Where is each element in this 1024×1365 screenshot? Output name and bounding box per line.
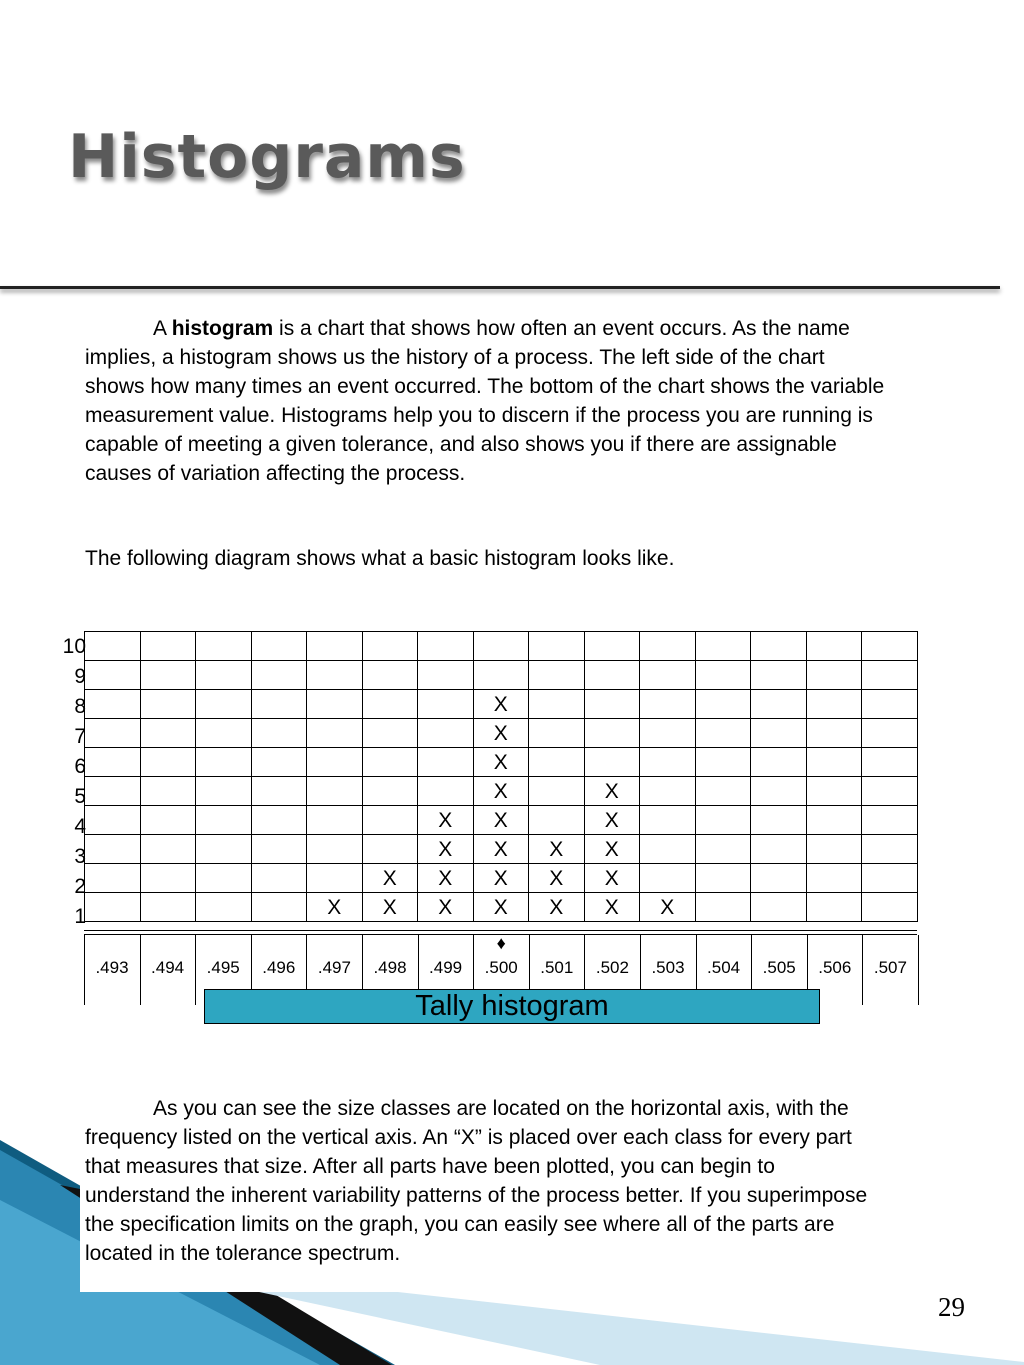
grid-row [85, 632, 918, 661]
grid-cell [140, 690, 196, 719]
grid-cell [806, 748, 862, 777]
grid-cell [307, 864, 363, 893]
x-tick-label: .498 [373, 958, 407, 977]
grid-cell [862, 835, 918, 864]
grid-cell [695, 893, 751, 922]
grid-cell [584, 690, 640, 719]
grid-cell [751, 777, 807, 806]
x-tick-label: .494 [151, 958, 185, 977]
chart-caption: Tally histogram [204, 989, 820, 1024]
tally-mark: X [529, 835, 585, 864]
grid-cell [640, 661, 696, 690]
tally-mark: X [473, 806, 529, 835]
grid-cell [251, 719, 307, 748]
grid-cell [85, 806, 141, 835]
grid-cell [307, 748, 363, 777]
grid-cell [584, 719, 640, 748]
grid-cell [695, 661, 751, 690]
x-tick-label: .504 [707, 958, 741, 977]
closing-text: As you can see the size classes are located on the horizontal axis, with the frequency listed on the vertical axis. An “X” is placed over each class for every part that measures that size. After all parts have been plotted, you can begin to understand the inherent variability patterns of the process better. If you superimpose the specification limits on the graph, you can easily see where all of the parts are located in the tolerance spectrum. [85, 1097, 868, 1265]
grid-cell [418, 690, 474, 719]
grid-cell [251, 806, 307, 835]
closing-paragraph [85, 1094, 885, 1268]
grid-cell [862, 748, 918, 777]
grid-cell [695, 719, 751, 748]
grid-row [85, 719, 918, 748]
grid-cell [362, 661, 418, 690]
grid-cell [751, 864, 807, 893]
x-tick-label: .497 [317, 958, 351, 977]
grid-cell [418, 632, 474, 661]
grid-cell [529, 806, 585, 835]
tally-mark: X [418, 835, 474, 864]
x-tick-label: .499 [429, 958, 463, 977]
grid-cell [695, 777, 751, 806]
y-tick-label: 3 [74, 845, 86, 868]
grid-cell [862, 864, 918, 893]
grid-cell [751, 661, 807, 690]
grid-cell [751, 632, 807, 661]
grid-cell [196, 864, 252, 893]
grid-cell [140, 835, 196, 864]
grid-cell [418, 661, 474, 690]
grid-cell [751, 835, 807, 864]
grid-cell [140, 748, 196, 777]
grid-cell [584, 632, 640, 661]
grid-cell [529, 690, 585, 719]
intro-text: is a chart that shows how often an event occurs. As the name implies, a histogram shows us the history of a process. The left side of the chart shows how many times an event occurred. The bottom of the chart shows the variable measurement value. Histograms help you to discern if the process you are running is capable of meeting a given tolerance, and also shows you if there are assignable causes of variation affecting the process. [85, 317, 885, 485]
grid-cell [85, 719, 141, 748]
grid-cell [529, 661, 585, 690]
grid-cell [640, 748, 696, 777]
grid-cell [640, 806, 696, 835]
x-tick-label: .507 [873, 958, 907, 977]
grid-cell [307, 632, 363, 661]
grid-cell [85, 690, 141, 719]
grid-cell [307, 719, 363, 748]
grid-cell [418, 748, 474, 777]
tally-mark: X [529, 864, 585, 893]
grid-cell [418, 777, 474, 806]
x-tick-label: .495 [206, 958, 240, 977]
grid-cell [140, 777, 196, 806]
grid-cell [640, 835, 696, 864]
grid-cell [362, 690, 418, 719]
grid-cell [251, 777, 307, 806]
y-tick-label: 6 [74, 755, 86, 778]
x-tick-label: .505 [762, 958, 796, 977]
grid-cell [806, 632, 862, 661]
grid-cell [806, 806, 862, 835]
tally-mark: X [362, 893, 418, 922]
grid-cell [362, 632, 418, 661]
grid-cell [751, 719, 807, 748]
grid-cell [862, 719, 918, 748]
grid-cell [251, 893, 307, 922]
grid-cell [640, 777, 696, 806]
intro-prefix: A [153, 317, 172, 340]
grid-row [85, 806, 918, 835]
grid-cell [473, 661, 529, 690]
grid-cell [85, 835, 141, 864]
grid-cell [251, 661, 307, 690]
grid-cell [251, 748, 307, 777]
grid-cell [806, 690, 862, 719]
grid-cell [251, 835, 307, 864]
grid-cell [584, 748, 640, 777]
grid-cell [862, 690, 918, 719]
grid-cell [307, 806, 363, 835]
grid-cell [196, 893, 252, 922]
grid-row [85, 893, 918, 922]
grid-cell [862, 661, 918, 690]
grid-cell [85, 893, 141, 922]
grid-cell [196, 661, 252, 690]
tally-mark: X [418, 893, 474, 922]
grid-cell [862, 893, 918, 922]
y-tick-label: 10 [62, 635, 86, 658]
grid-cell [196, 632, 252, 661]
tally-mark: X [584, 777, 640, 806]
grid-cell [362, 719, 418, 748]
grid-cell [751, 893, 807, 922]
grid-cell [140, 864, 196, 893]
tally-mark: X [584, 893, 640, 922]
grid-row [85, 835, 918, 864]
x-tick-label: .501 [540, 958, 574, 977]
y-tick-label: 9 [74, 665, 86, 688]
grid-cell [196, 748, 252, 777]
tally-mark: X [584, 864, 640, 893]
grid-cell [695, 864, 751, 893]
y-tick-label: 7 [74, 725, 86, 748]
grid-cell [140, 893, 196, 922]
grid-cell [85, 748, 141, 777]
grid-cell [85, 777, 141, 806]
center-marker-icon: ♦ [496, 933, 506, 953]
grid-cell [862, 777, 918, 806]
intro-bold-term: histogram [171, 317, 274, 340]
tally-mark: X [362, 864, 418, 893]
tally-mark: X [529, 893, 585, 922]
grid-cell [806, 661, 862, 690]
grid-cell [196, 719, 252, 748]
intro-paragraph [85, 314, 885, 488]
grid-cell [307, 661, 363, 690]
y-tick-label: 4 [74, 815, 86, 838]
grid-cell [140, 806, 196, 835]
grid-cell [251, 632, 307, 661]
grid-cell [307, 835, 363, 864]
grid-cell [196, 806, 252, 835]
tally-mark: X [473, 719, 529, 748]
grid-cell [85, 864, 141, 893]
grid-row [85, 777, 918, 806]
grid-cell [529, 719, 585, 748]
grid-cell [196, 777, 252, 806]
grid-cell [418, 719, 474, 748]
tally-mark: X [418, 806, 474, 835]
grid-cell [751, 806, 807, 835]
grid-cell [862, 806, 918, 835]
tally-mark: X [473, 835, 529, 864]
tally-mark: X [473, 893, 529, 922]
tally-mark: X [473, 690, 529, 719]
grid-cell [640, 719, 696, 748]
grid-cell [529, 777, 585, 806]
grid-cell [640, 690, 696, 719]
grid-row [85, 748, 918, 777]
grid-cell [251, 864, 307, 893]
tally-mark: X [584, 806, 640, 835]
grid-cell [640, 864, 696, 893]
grid-row [85, 661, 918, 690]
tally-mark: X [473, 864, 529, 893]
x-tick-label: .496 [262, 958, 296, 977]
grid-cell [140, 719, 196, 748]
grid-cell [806, 835, 862, 864]
grid-cell [695, 690, 751, 719]
grid-cell [751, 690, 807, 719]
tally-grid [84, 631, 918, 922]
grid-cell [806, 864, 862, 893]
grid-cell [251, 690, 307, 719]
grid-row [85, 864, 918, 893]
grid-row [85, 690, 918, 719]
grid-cell [695, 632, 751, 661]
axis-line [84, 930, 917, 931]
title-rule [0, 286, 1000, 289]
grid-cell [85, 632, 141, 661]
x-tick-label: .503 [651, 958, 685, 977]
grid-cell [362, 777, 418, 806]
page-title: Histograms [68, 122, 466, 192]
grid-cell [695, 835, 751, 864]
x-tick-label: .493 [95, 958, 129, 977]
lead-in-paragraph: The following diagram shows what a basic histogram looks like. [85, 547, 675, 570]
grid-cell [85, 661, 141, 690]
grid-cell [362, 806, 418, 835]
grid-cell [806, 777, 862, 806]
grid-cell [307, 690, 363, 719]
grid-cell [140, 632, 196, 661]
tally-mark: X [307, 893, 363, 922]
grid-cell [806, 893, 862, 922]
tally-mark: X [584, 835, 640, 864]
tally-mark: X [473, 748, 529, 777]
grid-cell [640, 632, 696, 661]
tally-mark: X [473, 777, 529, 806]
tally-mark: X [418, 864, 474, 893]
grid-cell [695, 806, 751, 835]
grid-cell [140, 661, 196, 690]
grid-cell [529, 748, 585, 777]
grid-cell [584, 661, 640, 690]
grid-cell [751, 748, 807, 777]
x-tick-label: .500 [484, 958, 518, 977]
grid-cell [695, 748, 751, 777]
x-tick-label: .506 [818, 958, 852, 977]
grid-cell [529, 632, 585, 661]
grid-cell [196, 835, 252, 864]
y-tick-label: 2 [74, 875, 86, 898]
grid-cell [862, 632, 918, 661]
grid-cell [307, 777, 363, 806]
y-tick-label: 1 [74, 905, 86, 928]
tally-mark: X [640, 893, 696, 922]
grid-cell [196, 690, 252, 719]
page-number: 29 [938, 1292, 965, 1322]
grid-cell [473, 632, 529, 661]
y-tick-label: 5 [74, 785, 86, 808]
y-tick-label: 8 [74, 695, 86, 718]
grid-cell [362, 835, 418, 864]
grid-cell [806, 719, 862, 748]
grid-cell [362, 748, 418, 777]
x-tick-label: .502 [595, 958, 629, 977]
